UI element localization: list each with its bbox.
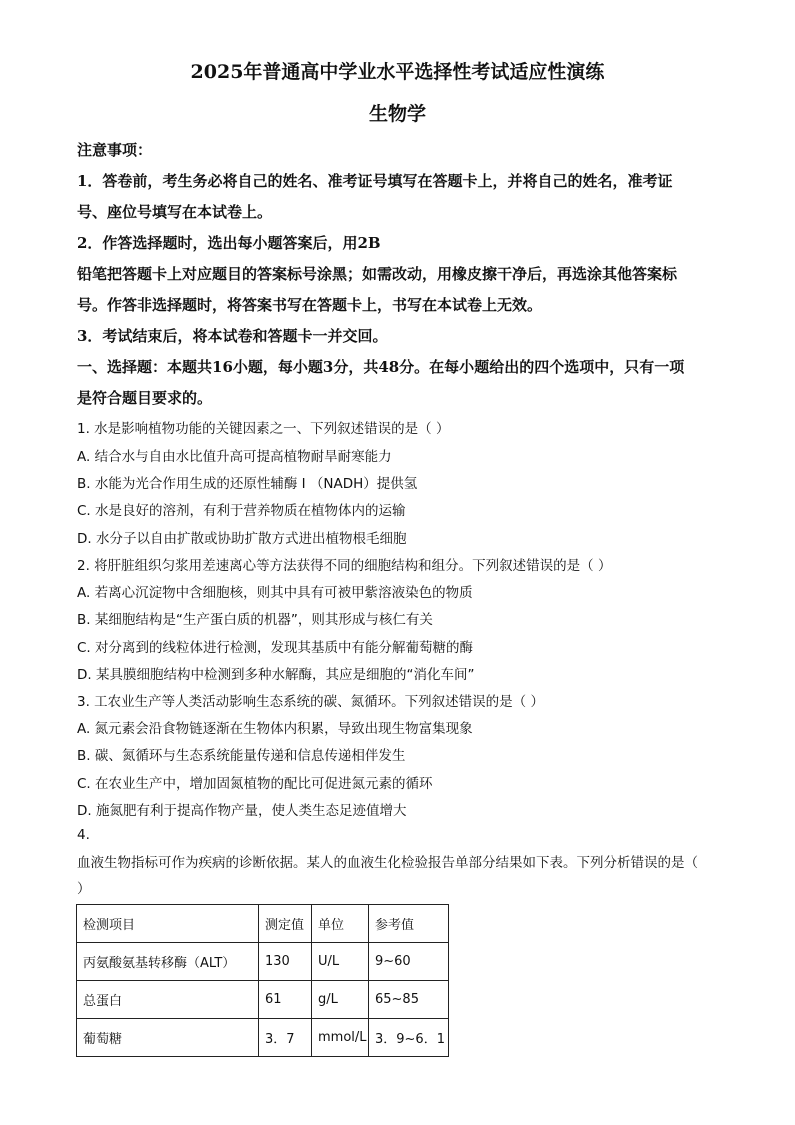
table-cell: 130	[259, 943, 312, 981]
table-cell: 9~60	[369, 943, 449, 981]
question-1-option-c: C. 水是良好的溶剂，有利于营养物质在植物体内的运输	[77, 503, 406, 519]
exam-title: 2025年普通高中学业水平选择性考试适应性演练	[190, 61, 605, 83]
table-cell: 总蛋白	[77, 981, 259, 1019]
notice-item-2-line-2: 铅笔把答题卡上对应题目的答案标号涂黑；如需改动，用橡皮擦干净后，再选涂其他答案标	[77, 265, 678, 283]
table-header-cell: 检测项目	[77, 905, 259, 943]
table-cell: 丙氨酸氨基转移酶（ALT）	[77, 943, 259, 981]
table-header-cell: 测定值	[259, 905, 312, 943]
table-header-row	[77, 905, 449, 943]
question-2-option-a: A. 若离心沉淀物中含细胞核，则其中具有可被甲紫溶液染色的物质	[77, 585, 473, 601]
question-3-option-d: D. 施氮肥有利于提高作物产量，使人类生态足迹值增大	[77, 803, 407, 819]
table-cell: 61	[259, 981, 312, 1019]
question-3-stem: 3. 工农业生产等人类活动影响生态系统的碳、氮循环。下列叙述错误的是（ ）	[77, 694, 544, 710]
section-heading-line-2: 是符合题目要求的。	[77, 389, 213, 407]
table-cell: 3．7	[259, 1019, 312, 1057]
table-cell: 3．9~6．1	[369, 1019, 449, 1057]
table-row	[77, 943, 449, 981]
notice-item-3: 3．考试结束后，将本试卷和答题卡一并交回。	[77, 327, 388, 345]
notice-item-2-line-3: 号。作答非选择题时，将答案书写在答题卡上，书写在本试卷上无效。	[77, 296, 543, 314]
lab-results-table	[76, 904, 449, 1057]
question-2-option-d: D. 某具膜细胞结构中检测到多种水解酶，其应是细胞的“消化车间”	[77, 667, 475, 683]
table-cell: U/L	[312, 943, 369, 981]
notice-item-1-line-2: 号、座位号填写在本试卷上。	[77, 203, 273, 221]
section-heading-line-1: 一、选择题：本题共16小题，每小题3分，共48分。在每小题给出的四个选项中，只有一项	[77, 358, 685, 376]
table-cell: g/L	[312, 981, 369, 1019]
question-1-stem: 1. 水是影响植物功能的关键因素之一、下列叙述错误的是（ ）	[77, 421, 450, 437]
question-4-number: 4.	[77, 827, 90, 843]
notice-heading: 注意事项：	[77, 141, 153, 159]
question-1-option-b: B. 水能为光合作用生成的还原性辅酶 I （NADH）提供氢	[77, 476, 418, 492]
question-4-stem-line-2: ）	[77, 881, 91, 897]
question-3-option-c: C. 在农业生产中，增加固氮植物的配比可促进氮元素的循环	[77, 776, 433, 792]
question-1-option-a: A. 结合水与自由水比值升高可提高植物耐旱耐寒能力	[77, 449, 392, 465]
table-header-cell: 参考值	[369, 905, 449, 943]
table-cell: mmol/L	[312, 1019, 369, 1057]
subject-title: 生物学	[368, 103, 426, 125]
question-3-option-b: B. 碳、氮循环与生态系统能量传递和信息传递相伴发生	[77, 748, 406, 764]
table-cell: 65~85	[369, 981, 449, 1019]
table-header-cell: 单位	[312, 905, 369, 943]
question-1-option-d: D. 水分子以自由扩散或协助扩散方式进出植物根毛细胞	[77, 531, 407, 547]
table-row	[77, 981, 449, 1019]
notice-item-1-line-1: 1．答卷前，考生务必将自己的姓名、准考证号填写在答题卡上，并将自己的姓名，准考证	[77, 172, 673, 190]
question-3-option-a: A. 氮元素会沿食物链逐渐在生物体内积累，导致出现生物富集现象	[77, 721, 473, 737]
question-2-stem: 2. 将肝脏组织匀浆用差速离心等方法获得不同的细胞结构和组分。下列叙述错误的是（ ）	[77, 558, 612, 574]
table-cell: 葡萄糖	[77, 1019, 259, 1057]
question-4-stem-line-1: 血液生物指标可作为疾病的诊断依据。某人的血液生化检验报告单部分结果如下表。下列分析错误的是（	[77, 855, 698, 871]
question-2-option-c: C. 对分离到的线粒体进行检测，发现其基质中有能分解葡萄糖的酶	[77, 640, 474, 656]
table-row	[77, 1019, 449, 1057]
question-2-option-b: B. 某细胞结构是“生产蛋白质的机器”，则其形成与核仁有关	[77, 612, 433, 628]
notice-item-2-line-1: 2．作答选择题时，选出每小题答案后，用2B	[77, 234, 381, 252]
